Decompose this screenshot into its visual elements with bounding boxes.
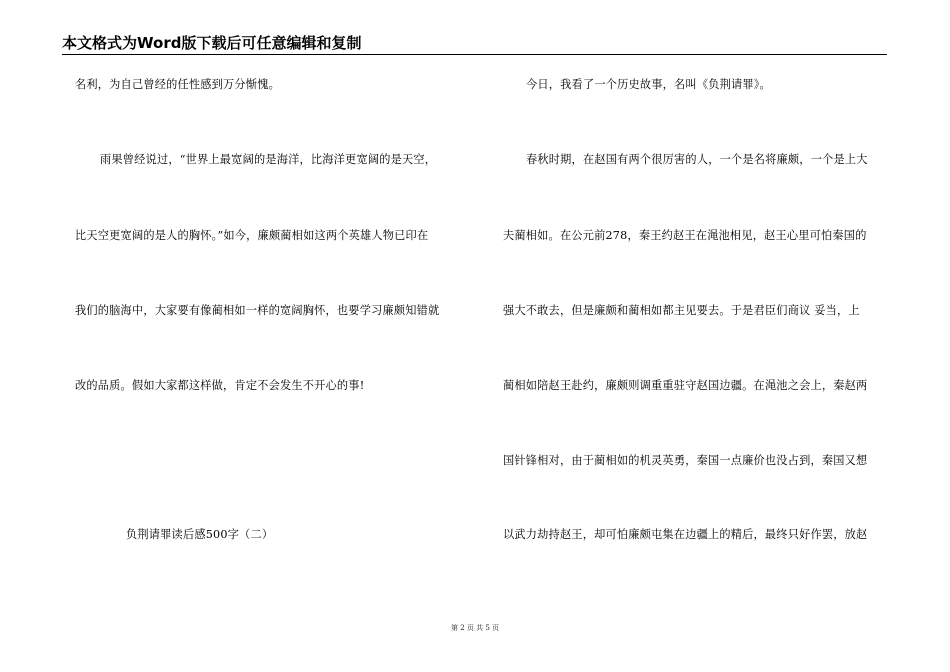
text-line: 强大不敢去，但是廉颇和蔺相如都主见要去。于是君臣们商议 妥当，上 xyxy=(503,304,860,317)
section-subtitle: 负荆请罪读后感500字（二） xyxy=(126,528,274,541)
text-line: 春秋时期，在赵国有两个很厉害的人，一个是名将廉颇，一个是上大 xyxy=(526,153,868,166)
text-line: 蔺相如陪赵王赴约，廉颇则调重重驻守赵国边疆。在渑池之会上，秦赵两 xyxy=(503,379,868,392)
text-line: 今日，我看了一个历史故事，名叫《负荆请罪》。 xyxy=(526,78,771,91)
text-line: 我们的脑海中，大家要有像蔺相如一样的宽阔胸怀，也要学习廉颇知错就 xyxy=(75,304,440,317)
text-line: 比天空更宽阔的是人的胸怀。”如今，廉颇蔺相如这两个英雄人物已印在 xyxy=(75,229,429,242)
header-divider xyxy=(62,54,887,55)
text-line: 国针锋相对，由于蔺相如的机灵英勇，秦国一点廉价也没占到，秦国又想 xyxy=(503,454,868,467)
text-line: 夫蔺相如。在公元前278，秦王约赵王在渑池相见，赵王心里可怕秦国的 xyxy=(503,229,867,242)
text-line: 名利，为自己曾经的任性感到万分惭愧。 xyxy=(75,78,280,91)
page-number: 第 2 页 共 5 页 xyxy=(450,624,500,632)
text-line: 改的品质。假如大家都这样做，肯定不会发生不开心的事! xyxy=(75,379,365,392)
text-line: 以武力劫持赵王，却可怕廉颇屯集在边疆上的精后，最终只好作罢，放赵 xyxy=(503,528,868,541)
document-header-title: 本文格式为Word版下载后可任意编辑和复制 xyxy=(62,34,362,52)
text-line: 雨果曾经说过，“世界上最宽阔的是海洋，比海洋更宽阔的是天空， xyxy=(100,153,437,166)
